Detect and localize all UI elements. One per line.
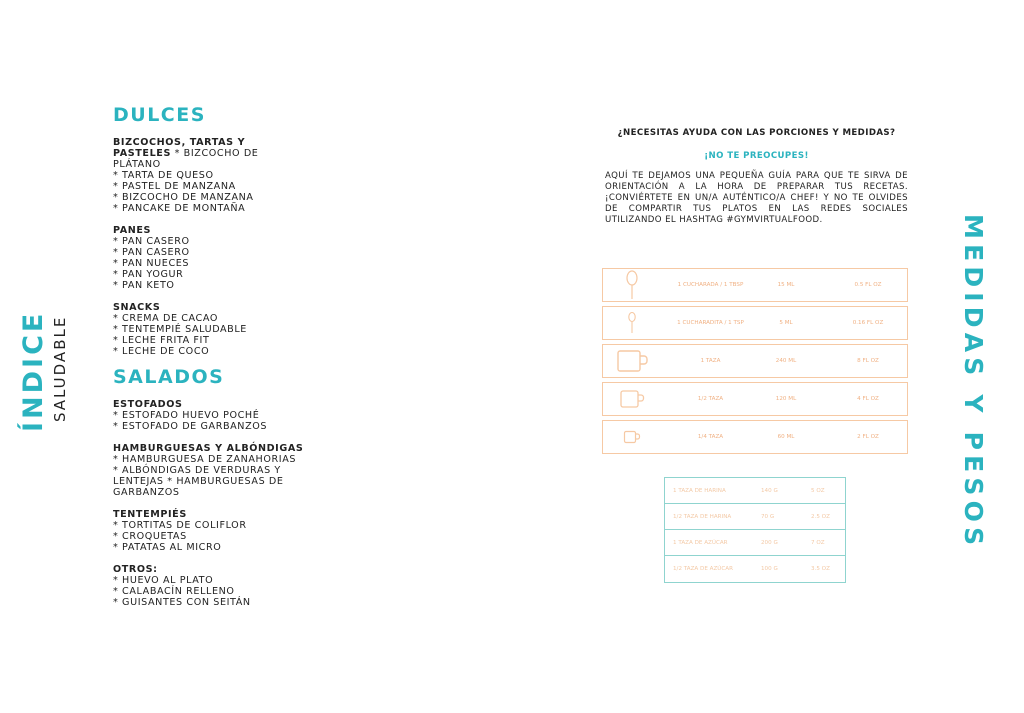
measure-ml: 5 ML (779, 320, 793, 326)
list-item: * ESTOFADO DE GARBANZOS (113, 421, 268, 432)
weight-label: 1/2 TAZA DE AZÚCAR (673, 566, 734, 572)
list-item: LENTEJAS * HAMBURGUESAS DE (113, 476, 284, 487)
table-row (665, 556, 845, 582)
list-item: * TARTA DE QUESO (113, 170, 214, 181)
measure-oz: 4 FL OZ (857, 396, 879, 402)
cup-large-icon (615, 345, 649, 377)
list-item: * PASTEL DE MANZANA (113, 181, 236, 192)
group-heading: ESTOFADOS (113, 399, 183, 410)
measure-ml: 15 ML (777, 282, 795, 288)
group-heading: TENTEMPIÉS (113, 509, 187, 520)
list-item: * BIZCOCHO DE MANZANA (113, 192, 254, 203)
weight-label: 1/2 TAZA DE HARINA (673, 513, 732, 520)
list-item: * GUISANTES CON SEITÁN (113, 597, 251, 608)
list-item: * HAMBURGUESA DE ZANAHORIAS (113, 454, 297, 465)
group-hamburguesas (113, 443, 319, 498)
measure-oz: 0.16 FL OZ (852, 320, 884, 326)
index-title: ÍNDICE (18, 310, 49, 432)
index-vertical-title (18, 312, 73, 432)
list-item: * TENTEMPIÉ SALUDABLE (113, 324, 247, 335)
group-heading: HAMBURGUESAS Y ALBÓNDIGAS (113, 443, 304, 454)
help-question: ¿NECESITAS AYUDA CON LAS PORCIONES Y MEDIDAS? (617, 128, 896, 138)
group-snacks (113, 302, 283, 357)
weight-grams: 140 G (761, 487, 778, 494)
list-item: * PATATAS AL MICRO (113, 542, 222, 553)
table-row (665, 530, 845, 556)
medidas-vertical-title: MEDIDAS Y PESOS (959, 214, 988, 551)
measure-oz: 8 FL OZ (857, 358, 879, 364)
list-item: * ESTOFADO HUEVO POCHÉ (113, 410, 260, 421)
table-row (602, 268, 908, 302)
group-panes (113, 225, 283, 291)
list-item: * PAN CASERO (113, 247, 190, 258)
table-row (602, 306, 908, 340)
list-item: * TORTITAS DE COLIFLOR (113, 520, 247, 531)
table-row (665, 504, 845, 530)
list-item: * LECHE DE COCO (113, 346, 210, 357)
list-item: * PANCAKE DE MONTAÑA (113, 203, 246, 214)
measure-label: 1 CUCHARADA / 1 TBSP (677, 282, 744, 288)
weight-oz: 7 OZ (811, 539, 825, 546)
group-otros (113, 564, 319, 608)
list-item: * PAN YOGUR (113, 269, 184, 280)
measure-label: 1 CUCHARADITA / 1 TSP (677, 320, 744, 326)
dulces-list (113, 137, 283, 368)
cup-medium-icon (615, 383, 649, 415)
index-subtitle: SALUDABLE (51, 315, 69, 422)
weight-label: 1 TAZA DE HARINA (673, 487, 726, 494)
measure-label: 1/2 TAZA (697, 396, 724, 402)
salados-list (113, 399, 319, 619)
measure-label: 1 TAZA (700, 358, 721, 364)
measure-label: 1/4 TAZA (697, 434, 724, 440)
weight-grams: 200 G (761, 539, 778, 546)
list-item: * PAN CASERO (113, 236, 190, 247)
measure-oz: 0.5 FL OZ (854, 282, 882, 288)
list-item: * PAN NUECES (113, 258, 190, 269)
table-row (602, 382, 908, 416)
group-heading: PANES (113, 225, 152, 236)
cup-small-icon (615, 421, 649, 453)
list-item: GARBANZOS (113, 487, 180, 498)
weight-label: 1 TAZA DE AZÚCAR (673, 539, 728, 546)
table-row (602, 344, 908, 378)
group-heading: SNACKS (113, 302, 161, 313)
measures-table (602, 268, 908, 458)
list-item: * HUEVO AL PLATO (113, 575, 214, 586)
list-item: * ALBÓNDIGAS DE VERDURAS Y (113, 465, 281, 476)
weight-oz: 2.5 OZ (811, 513, 830, 520)
weight-grams: 70 G (761, 513, 775, 520)
group-estofados (113, 399, 319, 432)
help-subtitle: ¡NO TE PREOCUPES! (704, 151, 809, 161)
table-row (665, 478, 845, 504)
list-item: * LECHE FRITA FIT (113, 335, 210, 346)
measure-ml: 120 ML (775, 396, 797, 402)
section-title-salados: SALADOS (113, 366, 225, 388)
table-row (602, 420, 908, 454)
teaspoon-icon (615, 307, 649, 339)
measure-ml: 60 ML (777, 434, 795, 440)
list-item: * BIZCOCHO DE (174, 148, 259, 159)
group-heading-bold: PASTELES (113, 148, 171, 159)
measure-ml: 240 ML (775, 358, 797, 364)
measure-oz: 2 FL OZ (857, 434, 879, 440)
weight-oz: 5 OZ (811, 487, 825, 494)
group-heading-line2 (113, 148, 283, 159)
list-item: * PAN KETO (113, 280, 175, 291)
list-item: * CREMA DE CACAO (113, 313, 218, 324)
help-paragraph: AQUÍ TE DEJAMOS UNA PEQUEÑA GUÍA PARA QUE TE SIRVA DE ORIENTACIÓN A LA HORA DE PREPARAR TUS RECETAS. ¡CONVIÉRTETE EN UN/A AUTÉNTICO/A CHEF! Y NO TE OLVIDES DE COMPARTIR TUS PLATOS EN LAS REDES SOCIALES UTILIZANDO EL HASHTAG #GYMVIRTUALFOOD. (605, 171, 908, 225)
list-item: * CALABACÍN RELLENO (113, 586, 235, 597)
group-heading: BIZCOCHOS, TARTAS Y (113, 137, 246, 148)
group-tentempies (113, 509, 319, 553)
list-item: PLÁTANO (113, 159, 161, 170)
weight-oz: 3.5 OZ (811, 566, 830, 572)
weights-table (664, 477, 846, 583)
tablespoon-icon (615, 269, 649, 301)
weight-grams: 100 G (761, 566, 778, 572)
group-bizcochos (113, 137, 283, 214)
section-title-dulces: DULCES (113, 104, 206, 126)
group-heading: OTROS: (113, 564, 158, 575)
list-item: * CROQUETAS (113, 531, 187, 542)
